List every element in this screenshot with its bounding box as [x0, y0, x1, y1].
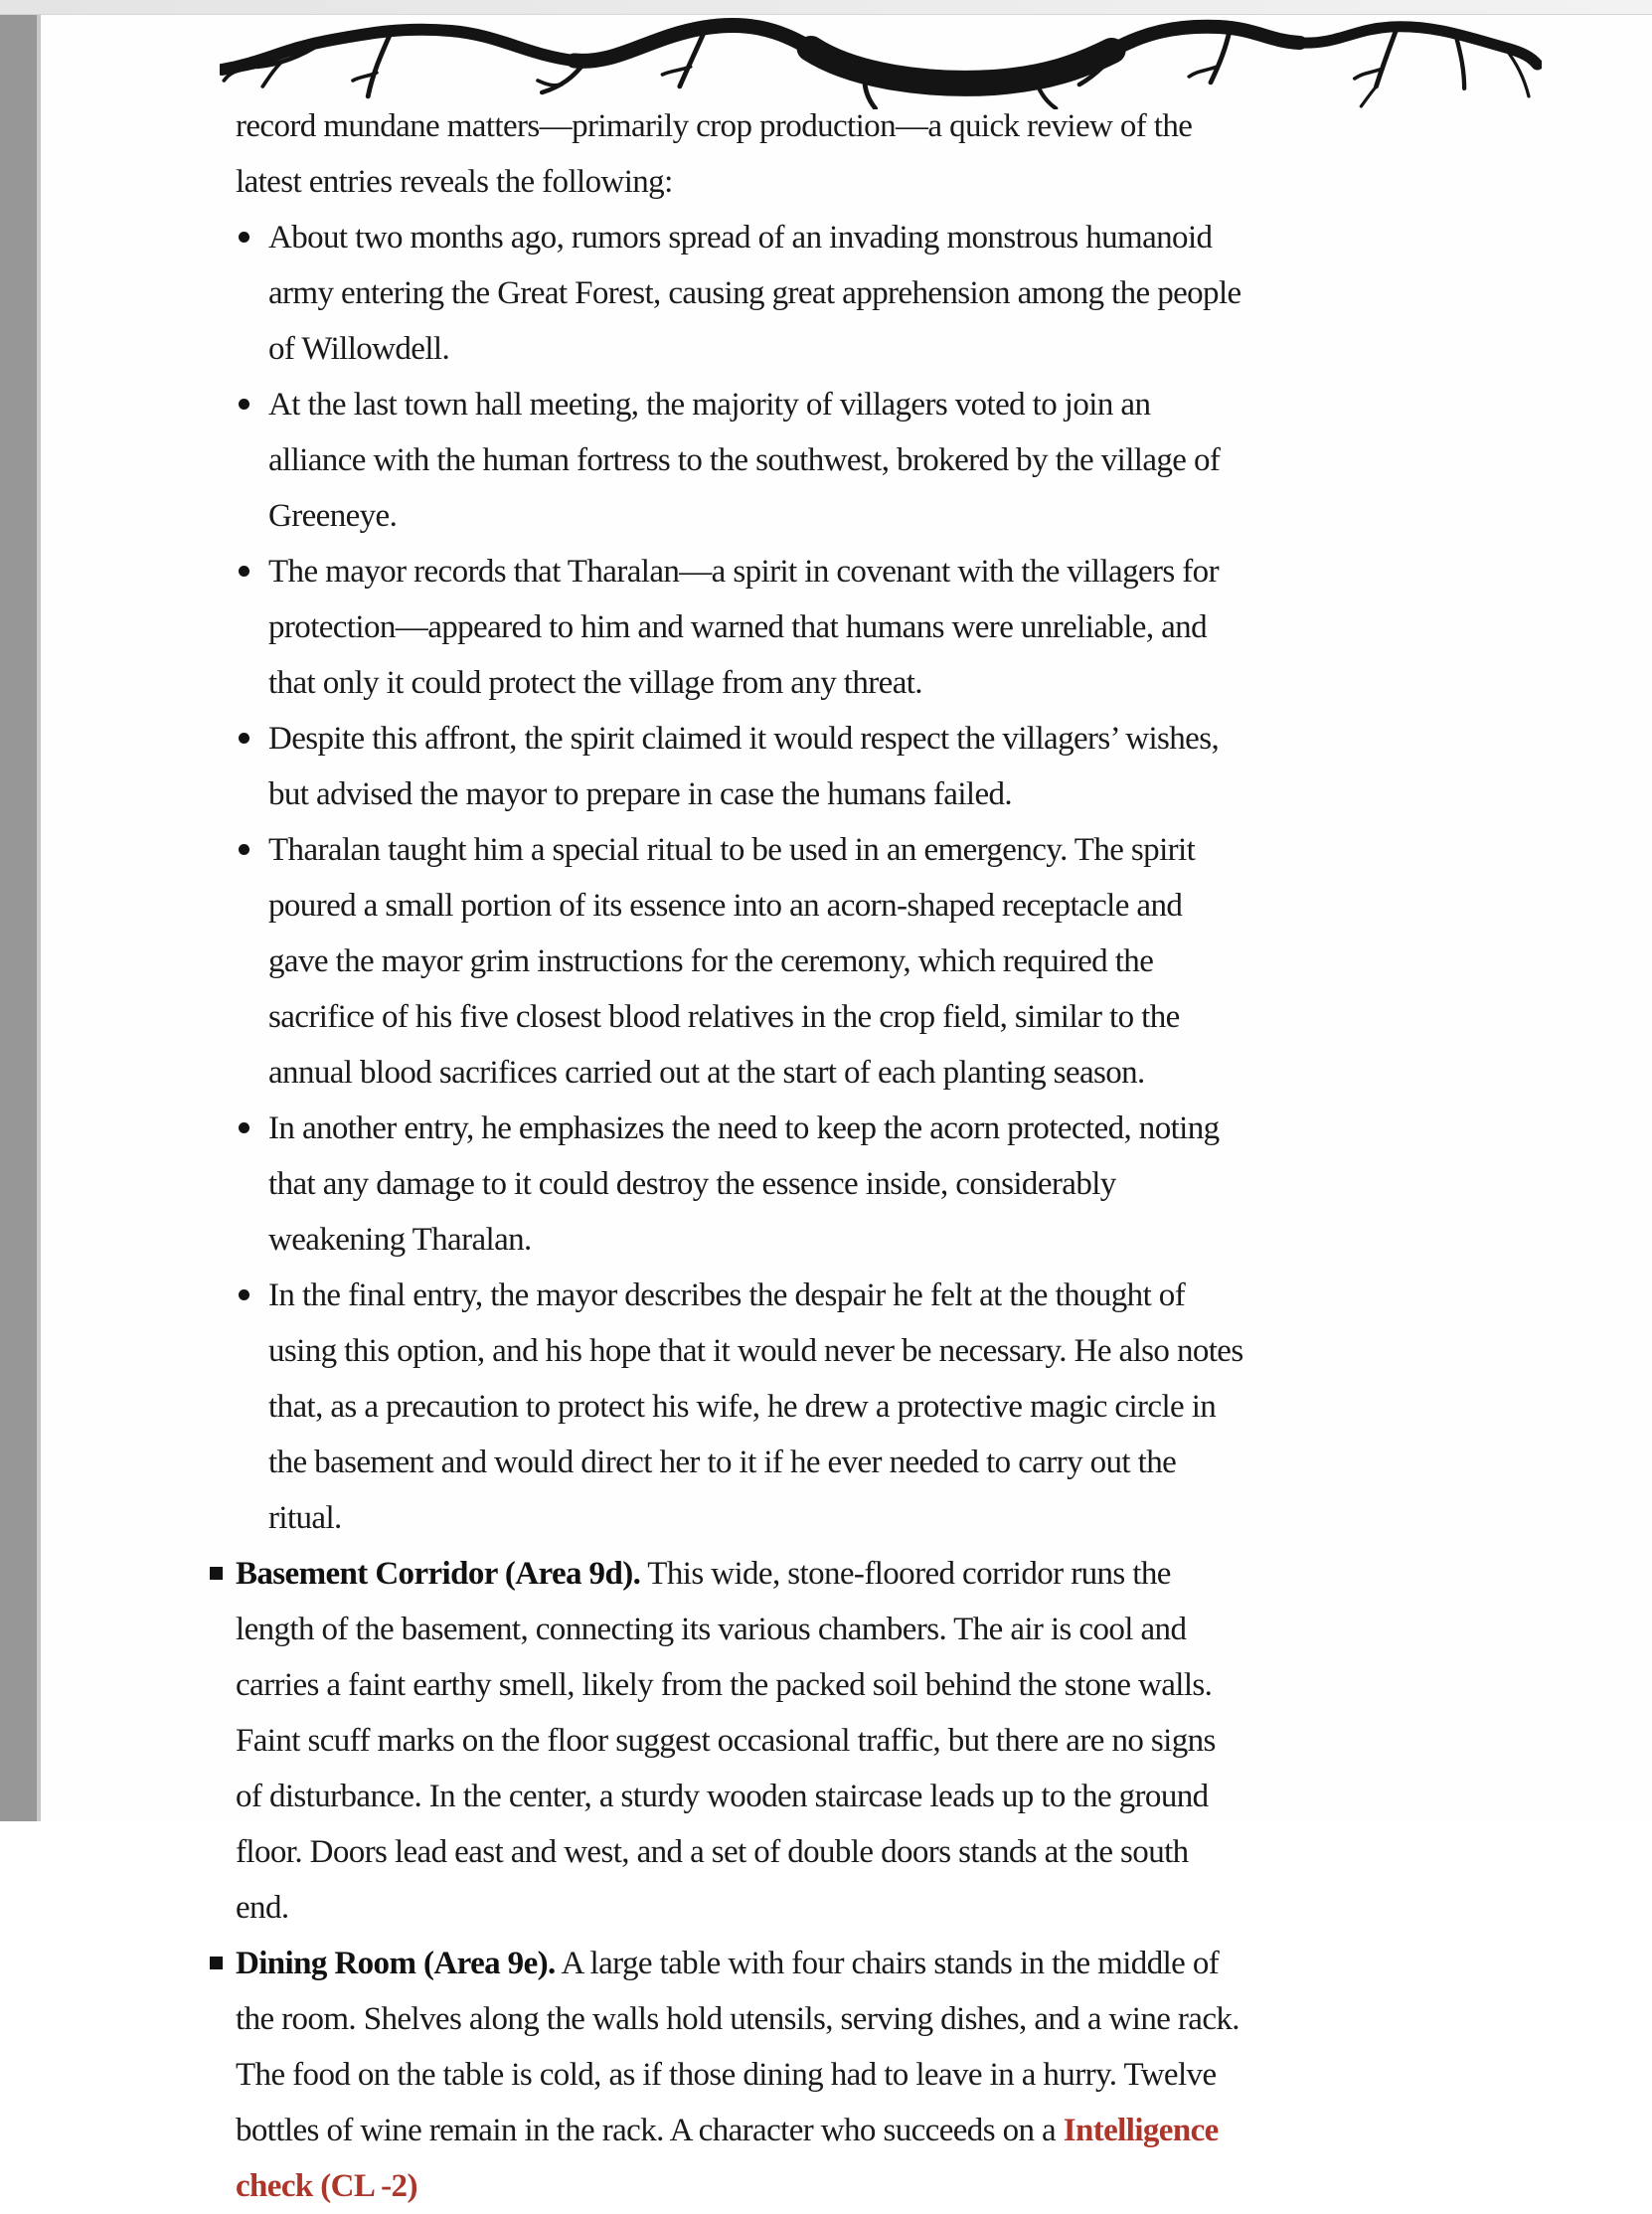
room-entry-dining-room	[236, 1936, 1245, 2214]
list-item-text: Tharalan taught him a special ritual to be used in an emergency. The spirit poured a small portion of its essence into an acorn-shaped receptacle and gave the mayor grim instructions for the ceremony, which required the sacrifice of his five closest blood relatives in the crop field, similar to the annual blood sacrifices carried out at the start of each planting season.	[268, 832, 1196, 1091]
round-bullet-icon	[239, 232, 249, 243]
window-top-edge	[0, 0, 1652, 15]
list-item	[236, 1268, 1245, 1546]
round-bullet-icon	[239, 566, 249, 577]
viewer-gutter	[0, 15, 41, 1821]
round-bullet-icon	[239, 1122, 249, 1133]
list-item	[236, 1101, 1245, 1268]
list-item-text: The mayor records that Tharalan—a spirit in covenant with the villagers for protection—appeared to him and warned that humans were unreliable, and that only it could protect the village from any threat.	[268, 554, 1219, 701]
journal-entries-list	[236, 210, 1245, 1546]
intro-paragraph: record mundane matters—primarily crop production—a quick review of the latest entries reveals the following:	[236, 108, 1193, 200]
square-bullet-icon	[210, 1567, 223, 1580]
list-item-text: About two months ago, rumors spread of an invading monstrous humanoid army entering the Great Forest, causing great apprehension among the people of Willowdell.	[268, 220, 1241, 367]
room-title: Dining Room (Area 9e).	[236, 1946, 556, 1981]
round-bullet-icon	[239, 733, 249, 744]
list-item-text: In another entry, he emphasizes the need to keep the acorn protected, noting that any damage to it could destroy the essence inside, considerably weakening Tharalan.	[268, 1110, 1220, 1258]
room-descriptions-list	[236, 1546, 1245, 2214]
list-item	[236, 544, 1245, 711]
page-text-column	[236, 98, 1245, 2214]
branch-illustration	[220, 15, 1542, 109]
list-item	[236, 377, 1245, 544]
list-item	[236, 210, 1245, 377]
list-item-text: At the last town hall meeting, the majority of villagers voted to join an alliance with the human fortress to the southwest, brokered by the village of Greeneye.	[268, 387, 1221, 534]
list-item	[236, 822, 1245, 1101]
list-item	[236, 711, 1245, 822]
round-bullet-icon	[239, 844, 249, 855]
round-bullet-icon	[239, 1289, 249, 1300]
document-page	[41, 15, 1652, 2204]
room-title: Basement Corridor (Area 9d).	[236, 1556, 641, 1592]
room-entry-basement-corridor	[236, 1546, 1245, 1936]
round-bullet-icon	[239, 399, 249, 410]
list-item-text: In the final entry, the mayor describes the despair he felt at the thought of using this option, and his hope that it would never be necessary. He also notes that, as a precaution to protect his wife, he drew a protective magic circle in the basement and would direct her to it if he ever needed to carry out the ritual.	[268, 1277, 1243, 1536]
square-bullet-icon	[210, 1957, 223, 1969]
intelligence-check-reference[interactable]: Intelligence check (CL -2)	[236, 2113, 1219, 2204]
room-body-text: This wide, stone-floored corridor runs the length of the basement, connecting its various chambers. The air is cool and carries a faint earthy smell, likely from the packed soil behind the stone walls. Faint scuff marks on the floor suggest occasional traffic, but there are no signs of disturbance. In the center, a sturdy wooden staircase leads up to the ground floor. Doors lead east and west, and a set of double doors stands at the south end.	[236, 1556, 1216, 1926]
list-item-text: Despite this affront, the spirit claimed it would respect the villagers’ wishes, but advised the mayor to prepare in case the humans failed.	[268, 721, 1220, 812]
room-body-text: A large table with four chairs stands in the middle of the room. Shelves along the walls hold utensils, serving dishes, and a wine rack. The food on the table is cold, as if those dining had to leave in a hurry. Twelve bottles of wine remain in the rack. A character who succeeds on a	[236, 1946, 1239, 2148]
